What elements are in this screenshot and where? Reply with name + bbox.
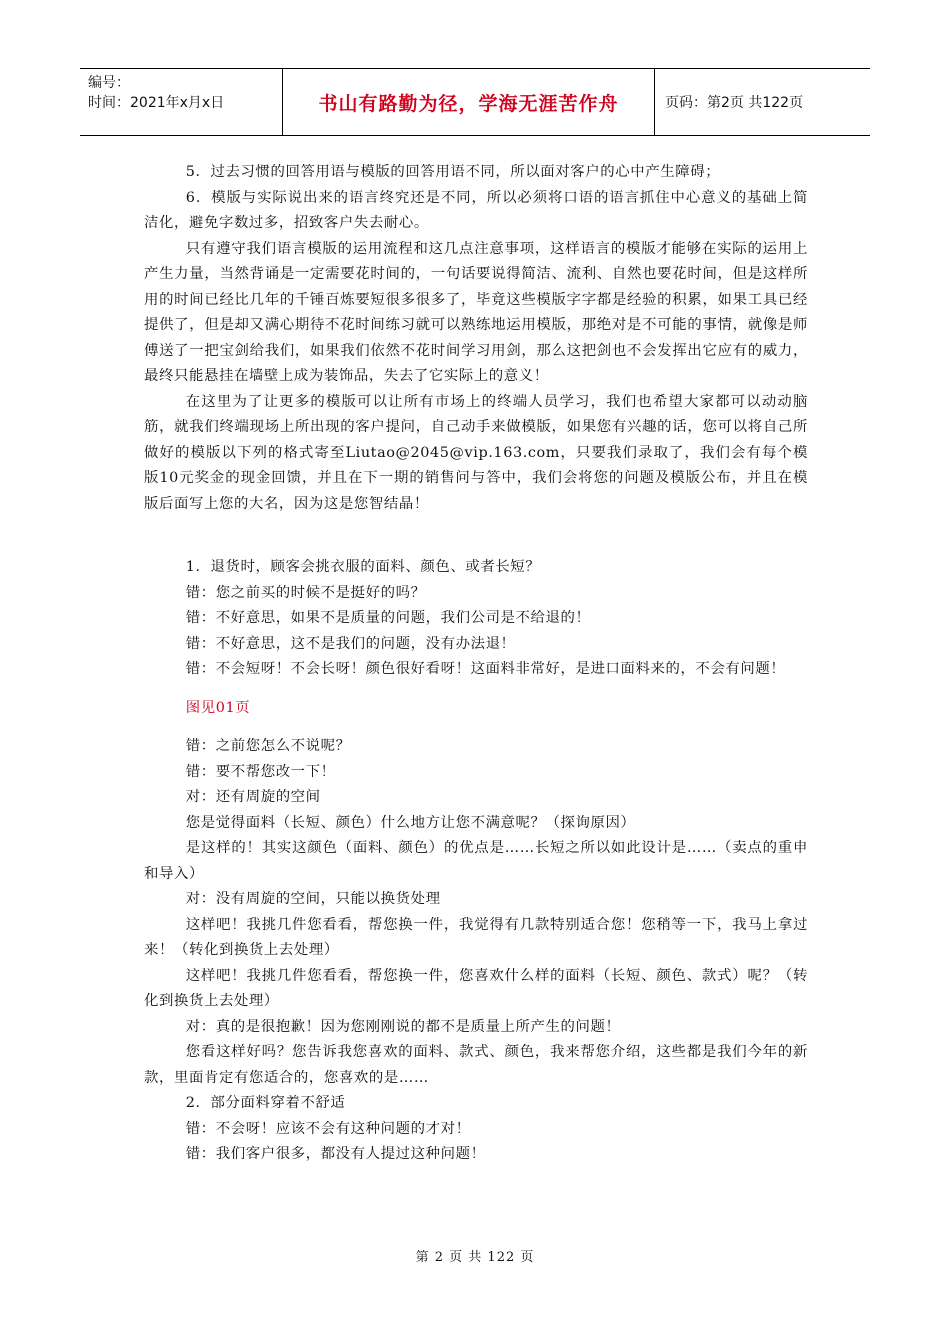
question-heading-2: 2．部分面料穿着不舒适 bbox=[185, 1095, 346, 1111]
right-answer-heading: 对：还有周旋的空间 bbox=[185, 789, 321, 805]
paragraph-item-6: 6．模版与实际说出来的语言终究还是不同，所以必须将口语的语言抓住中心意义的基础上简洁化，避免字数过多，招致客户失去耐心。 bbox=[144, 189, 808, 231]
document-body bbox=[144, 160, 808, 1168]
header-page-number: 页码：第2页 共122页 bbox=[665, 95, 804, 111]
paragraph-summary: 只有遵守我们语言模版的运用流程和这几点注意事项，这样语言的模版才能够在实际的运用上产生力量，当然背诵是一定需要花时间的，一句话要说得简洁、流利、自然也要花时间，但是这样所用的时间已经比几年的千锤百炼要短很多很多了，毕竟这些模版字字都是经验的积累，如果工具已经提供了，但是却又满心期待不花时间练习就可以熟练地运用模版，那绝对是不可能的事情，就像是师傅送了一把宝剑给我们，如果我们依然不花时间学习用剑，那么这把剑也不会发挥出它应有的威力，最终只能悬挂在墙壁上成为装饰品，失去了它实际上的意义！ bbox=[144, 240, 808, 384]
wrong-answer: 错：之前您怎么不说呢？ bbox=[185, 738, 351, 754]
right-answer-line: 您是觉得面料（长短、颜色）什么地方让您不满意呢？（探询原因） bbox=[185, 814, 636, 831]
question-heading-1: 1．退货时，顾客会挑衣服的面料、颜色、或者长短？ bbox=[185, 559, 541, 575]
right-answer-line: 这样吧！我挑几件您看看，帮您换一件，我觉得有几款特别适合您！您稍等一下，我马上拿过来！（转化到换货上去处理） bbox=[144, 916, 808, 958]
header-page-cell bbox=[655, 69, 870, 135]
right-answer-heading: 对：没有周旋的空间，只能以换货处理 bbox=[185, 891, 441, 907]
header-meta-cell bbox=[80, 69, 283, 135]
right-answer-line: 这样吧！我挑几件您看看，帮您换一件，您喜欢什么样的面料（长短、颜色、款式）呢？（转化到换货上去处理） bbox=[144, 967, 808, 1009]
paragraph-submission-call: 在这里为了让更多的模版可以让所有市场上的终端人员学习，我们也希望大家都可以动动脑筋，就我们终端现场上所出现的客户提问，自己动手来做模版，如果您有兴趣的话，您可以将自己所做好的模版以下列的格式寄至Liutao@2045@vip.163.com，只要我们录取了，我们会有每个模版10元奖金的现金回馈，并且在下一期的销售问与答中，我们会将您的问题及模版公布，并且在模版后面写上您的大名，因为这是您智结晶！ bbox=[144, 393, 808, 512]
paragraph-item-5: 5．过去习惯的回答用语与模版的回答用语不同，所以面对客户的心中产生障碍； bbox=[185, 164, 721, 180]
wrong-answer: 错：要不帮您改一下！ bbox=[185, 763, 336, 780]
wrong-answer: 错：不好意思，这不是我们的问题，没有办法退！ bbox=[185, 635, 516, 652]
document-header bbox=[80, 68, 870, 136]
wrong-answer: 错：不会呀！应该不会有这种问题的才对！ bbox=[185, 1120, 471, 1137]
right-answer-line: 您看这样好吗？您告诉我您喜欢的面料、款式、颜色，我来帮您介绍，这些都是我们今年的新款，里面肯定有您适合的，您喜欢的是…… bbox=[144, 1044, 808, 1086]
header-motto-cell bbox=[283, 69, 655, 135]
figure-gap bbox=[144, 683, 808, 696]
right-answer-line: 是这样的！其实这颜色（面料、颜色）的优点是……长短之所以如此设计是……（卖点的重申和导入） bbox=[144, 840, 808, 882]
section-gap bbox=[144, 517, 808, 555]
document-date-label: 时间：2021年x月x日 bbox=[88, 95, 225, 111]
header-motto: 书山有路勤为径，学海无涯苦作舟 bbox=[318, 92, 619, 115]
wrong-answer: 错：不好意思，如果不是质量的问题，我们公司是不给退的！ bbox=[185, 610, 591, 626]
figure-reference-link[interactable]: 图见01页 bbox=[185, 699, 251, 716]
wrong-answer: 错：我们客户很多，都没有人提过这种问题！ bbox=[185, 1146, 486, 1162]
wrong-answer: 错：您之前买的时候不是挺好的吗？ bbox=[185, 584, 426, 601]
right-answer-heading: 对：真的是很抱歉！因为您刚刚说的都不是质量上所产生的问题！ bbox=[185, 1018, 621, 1035]
document-id-label: 编号： bbox=[88, 75, 130, 91]
wrong-answer: 错：不会短呀！不会长呀！颜色很好看呀！这面料非常好，是进口面料来的，不会有问题！ bbox=[185, 661, 786, 677]
page-footer: 第 2 页 共 122 页 bbox=[415, 1250, 535, 1265]
figure-gap bbox=[144, 721, 808, 734]
